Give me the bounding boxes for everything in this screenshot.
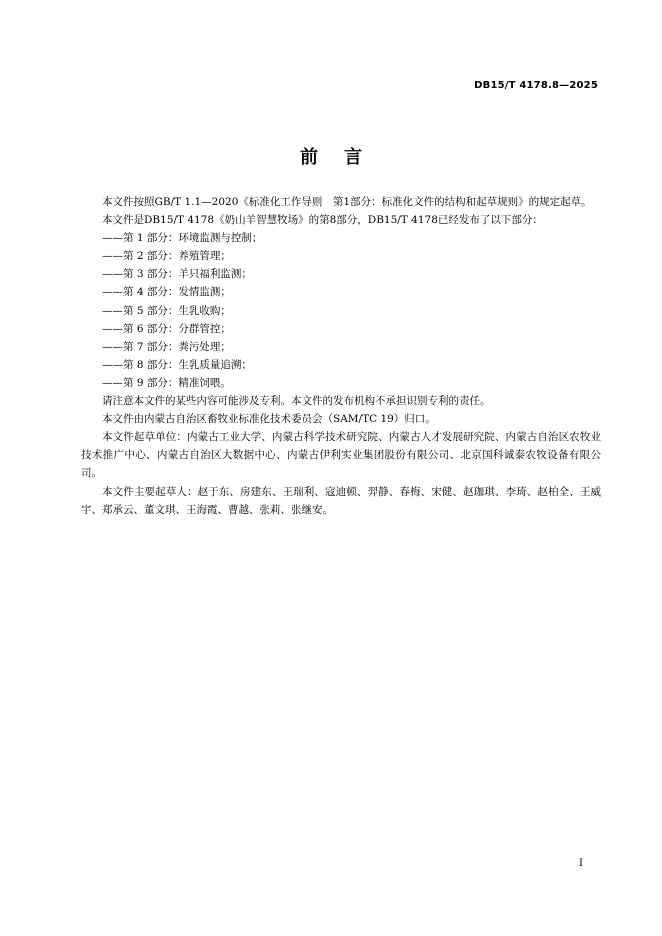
drafters-paragraph: 本文件主要起草人：赵于东、房建东、王瑞利、寇迪顿、羿静、春梅、宋健、赵珈琪、李琦、赵柏全、王威宇、郑承云、董文琪、王海霞、曹越、张莉、张继安。 (81, 485, 601, 516)
committee-paragraph: 本文件由内蒙古自治区畜牧业标准化技术委员会（SAM/TC 19）归口。 (102, 413, 436, 426)
part-list-item: ——第 9 部分：精准饲喂。 (102, 376, 231, 389)
part-list-item: ——第 6 部分：分群管控； (102, 322, 231, 335)
document-code: DB15/T 4178.8—2025 (474, 80, 598, 91)
series-intro-paragraph: 本文件是DB15/T 4178《奶山羊智慧牧场》的第8部分，DB15/T 4178已经发布了以下部分： (102, 214, 543, 227)
patent-notice-paragraph: 请注意本文件的某些内容可能涉及专利。本文件的发布机构不承担识别专利的责任。 (102, 395, 491, 408)
drafting-basis-paragraph: 本文件按照GB/T 1.1—2020《标准化工作导则 第1部分：标准化文件的结构和起草规则》的规定起草。 (102, 196, 592, 208)
page-title (0, 143, 662, 169)
part-list-item: ——第 2 部分：养殖管理； (102, 250, 231, 263)
part-list-item: ——第 8 部分：生乳质量追溯； (102, 358, 252, 371)
part-list-item: ——第 1 部分：环境监测与控制； (102, 232, 263, 245)
foreword-body (81, 193, 601, 519)
title-char-1: 前 (300, 147, 318, 168)
part-list-item: ——第 4 部分：发情监测； (102, 286, 231, 299)
drafting-units-paragraph: 本文件起草单位：内蒙古工业大学、内蒙古科学技术研究院、内蒙古人才发展研究院、内蒙古自治区农牧业技术推广中心、内蒙古自治区大数据中心、内蒙古伊利实业集团股份有限公司、北京国科诚泰农牧设备有限公司。 (81, 431, 601, 480)
part-list-item: ——第 7 部分：粪污处理； (102, 340, 231, 353)
page-number: I (579, 858, 583, 869)
title-char-2: 言 (344, 147, 362, 168)
part-list-item: ——第 3 部分：羊只福利监测； (102, 268, 252, 281)
part-list-item: ——第 5 部分：生乳收购； (102, 304, 231, 317)
